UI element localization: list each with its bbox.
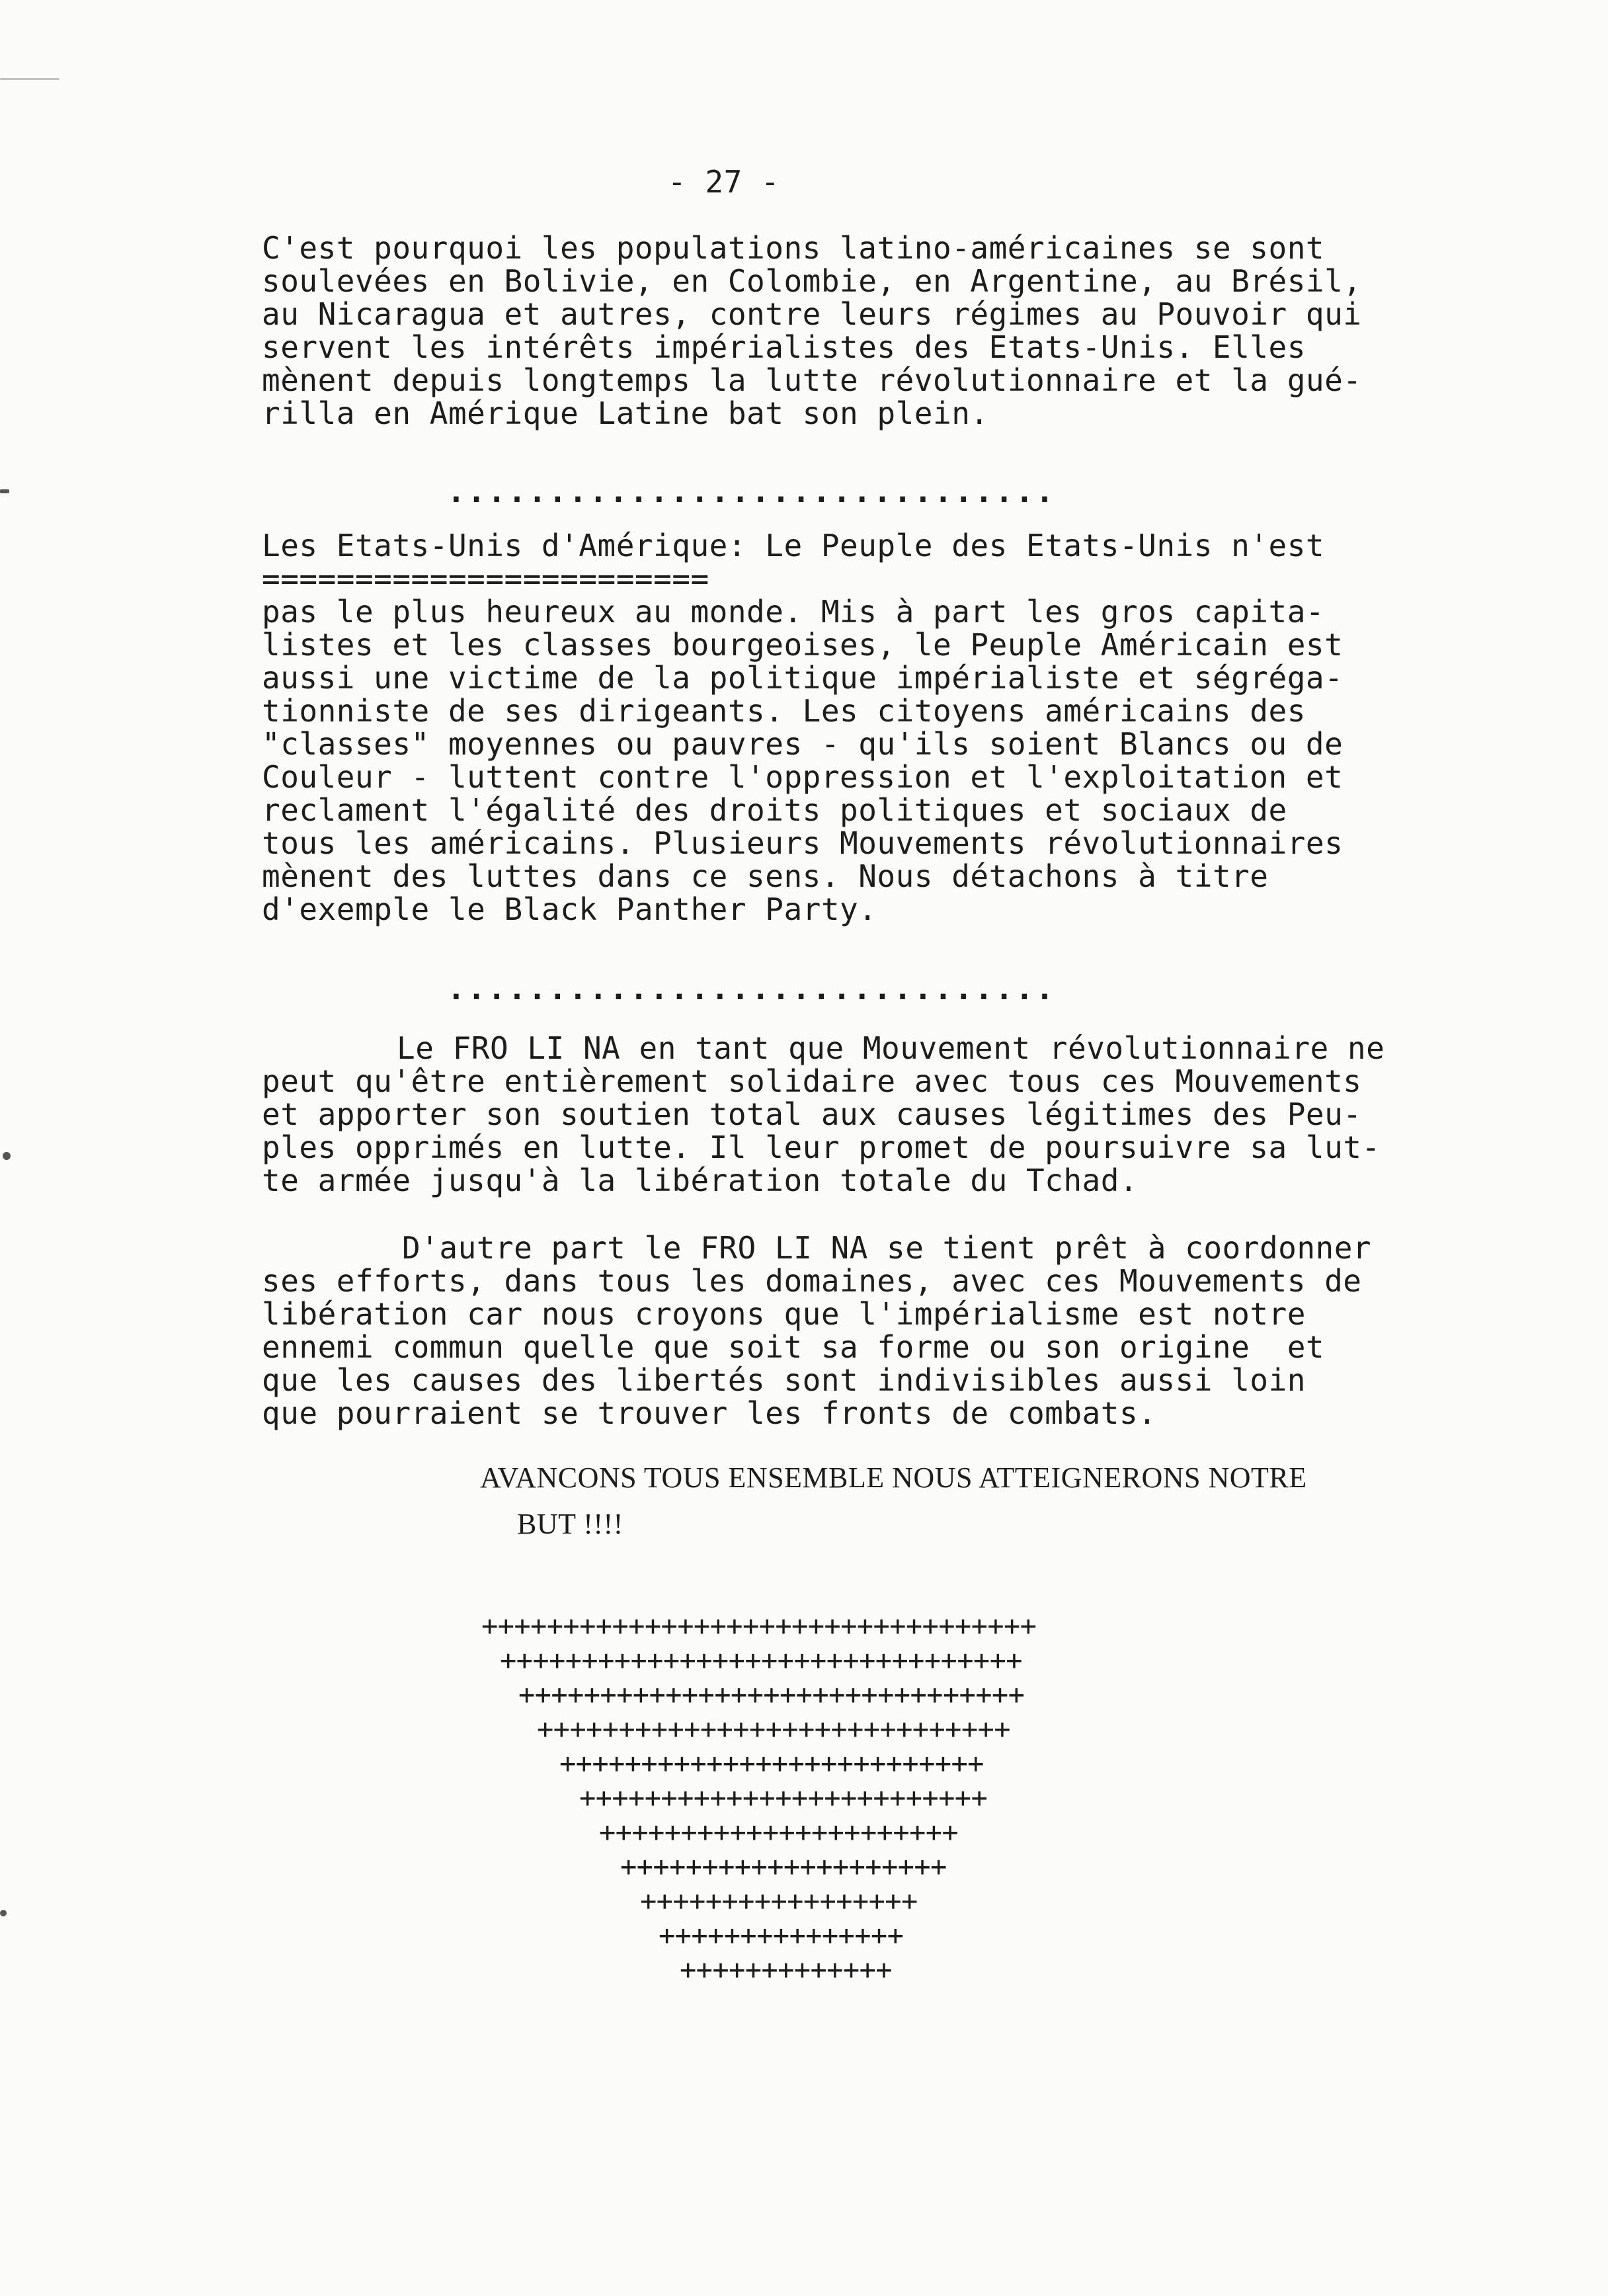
text-line: d'exemple le Black Panther Party. [262,891,877,927]
text-line: "classes" moyennes ou pauvres - qu'ils soient Blancs ou de [262,726,1344,762]
plus-row: +++++++++++++ [680,1953,892,1986]
text-line: aussi une victime de la politique impérialiste et ségréga- [262,660,1344,696]
text-line: peut qu'être entièrement solidaire avec tous ces Mouvements [262,1063,1362,1099]
plus-row: ++++++++++++++++++++++++++ [559,1747,984,1780]
text-line: ennemi commun quelle que soit sa forme ou son origine et [262,1329,1325,1365]
plus-row: +++++++++++++++++++++++++ [579,1782,988,1814]
text-line: Le FRO LI NA en tant que Mouvement révolutionnaire ne [397,1030,1385,1066]
section-heading-line: Les Etats-Unis d'Amérique: Le Peuple des Etats-Unis n'est [262,528,1325,563]
text-line: tionniste de ses dirigeants. Les citoyens américains des [262,693,1306,729]
text-line: soulevées en Bolivie, en Colombie, en Argentine, au Brésil, [262,263,1362,299]
text-line: ples opprimés en lutte. Il leur promet de poursuivre sa lut- [262,1129,1381,1165]
text-line: et apporter son soutien total aux causes légitimes des Peu- [262,1096,1362,1132]
text-line: au Nicaragua et autres, contre leurs régimes au Pouvoir qui [262,296,1362,332]
plus-row: +++++++++++++++ [659,1919,904,1951]
scan-speck [3,1152,11,1160]
scan-speck [0,1910,7,1916]
text-line: D'autre part le FRO LI NA se tient prêt à coordonner [402,1230,1372,1266]
plus-row: ++++++++++++++++++++ [620,1850,947,1883]
text-line: mènent des luttes dans ce sens. Nous détachons à titre [262,858,1269,894]
heading-underline: ======================== [262,561,709,596]
plus-row: ++++++++++++++++++++++++++++++++ [500,1644,1022,1676]
text-line: reclament l'égalité des droits politiques et sociaux de [262,792,1287,828]
dotted-separator: .............................. [447,971,1056,1006]
text-line: ses efforts, dans tous les domaines, avec ces Mouvements de [262,1263,1362,1299]
slogan-line: AVANCONS TOUS ENSEMBLE NOUS ATTEIGNERONS NOTRE [480,1461,1307,1494]
text-line: C'est pourquoi les populations latino-américaines se sont [262,230,1325,266]
plus-row: ++++++++++++++++++++++++++++++++++ [481,1610,1037,1642]
dotted-separator: .............................. [447,473,1056,509]
plus-row: +++++++++++++++++++++++++++++ [537,1713,1010,1745]
slogan-line: BUT !!!! [517,1508,623,1540]
plus-row: +++++++++++++++++ [640,1885,918,1917]
text-line: libération car nous croyons que l'impérialisme est notre [262,1296,1306,1332]
text-line: listes et les classes bourgeoises, le Peuple Américain est [262,627,1344,663]
text-line: servent les intérêts impérialistes des Etats-Unis. Elles [262,329,1306,365]
text-line: rilla en Amérique Latine bat son plein. [262,395,989,431]
text-line: pas le plus heureux au monde. Mis à part les gros capita- [262,594,1325,630]
plus-row: ++++++++++++++++++++++ [599,1816,959,1848]
text-line: que les causes des libertés sont indivisibles aussi loin [262,1362,1306,1398]
scan-speck [0,78,60,80]
scan-speck [0,489,9,493]
page-number: - 27 - [668,164,780,200]
plus-row: +++++++++++++++++++++++++++++++ [518,1678,1025,1711]
text-line: que pourraient se trouver les fronts de combats. [262,1395,1157,1431]
text-line: Couleur - luttent contre l'oppression et l'exploitation et [262,759,1344,795]
text-line: mènent depuis longtemps la lutte révolutionnaire et la gué- [262,362,1362,398]
text-line: te armée jusqu'à la libération totale du Tchad. [262,1163,1139,1198]
text-line: tous les américains. Plusieurs Mouvements révolutionnaires [262,825,1344,861]
